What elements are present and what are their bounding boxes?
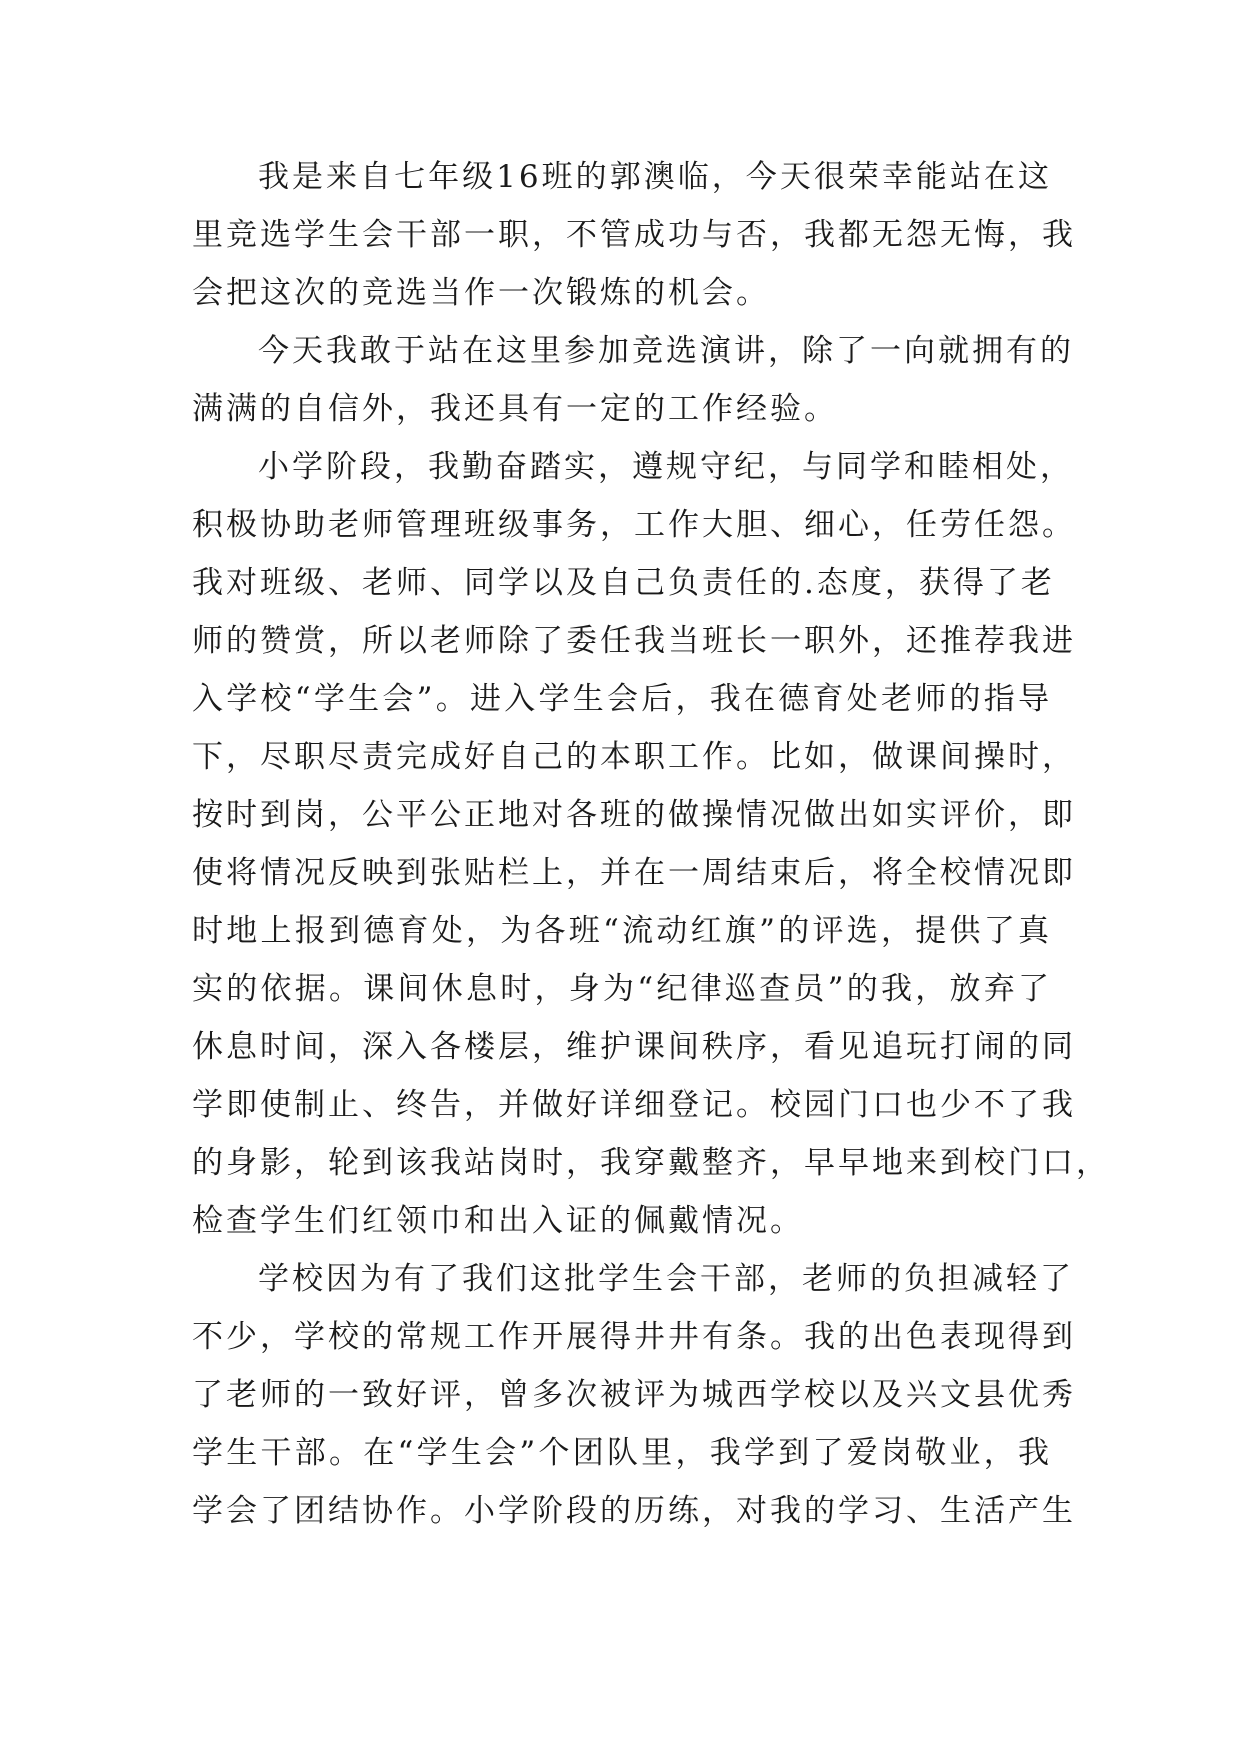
text-line: 里竞选学生会干部一职，不管成功与否，我都无怨无悔，我 [192,217,1076,253]
text-line: 今天我敢于站在这里参加竞选演讲，除了一向就拥有的 [258,333,1074,369]
text-line: 时地上报到德育处，为各班“流动红旗”的评选，提供了真 [192,913,1052,949]
text-line: 学会了团结协作。小学阶段的历练，对我的学习、生活产生 [192,1493,1076,1529]
paragraph [192,449,1110,1239]
text-line: 学生干部。在“学生会”个团队里，我学到了爱岗敬业，我 [192,1435,1052,1471]
text-line: 的身影，轮到该我站岗时，我穿戴整齐，早早地来到校门口， [192,1145,1110,1181]
paragraph [192,1261,1076,1529]
text-line: 了老师的一致好评，曾多次被评为城西学校以及兴文县优秀 [192,1377,1076,1413]
text-line: 入学校“学生会”。进入学生会后，我在德育处老师的指导 [192,681,1052,717]
text-line: 我对班级、老师、同学以及自己负责任的.态度，获得了老 [192,565,1055,601]
text-line: 实的依据。课间休息时，身为“纪律巡查员”的我，放弃了 [192,971,1052,1007]
text-line: 满满的自信外，我还具有一定的工作经验。 [192,391,838,427]
text-line: 师的赞赏，所以老师除了委任我当班长一职外，还推荐我进 [192,623,1076,659]
text-line: 使将情况反映到张贴栏上，并在一周结束后，将全校情况即 [192,855,1076,891]
text-line: 检查学生们红领巾和出入证的佩戴情况。 [192,1203,804,1239]
paragraph [192,333,1074,427]
text-line: 小学阶段，我勤奋踏实，遵规守纪，与同学和睦相处， [258,449,1074,485]
text-line: 下，尽职尽责完成好自己的本职工作。比如，做课间操时， [192,739,1076,775]
text-line: 休息时间，深入各楼层，维护课间秩序，看见追玩打闹的同 [192,1029,1076,1065]
paragraph [192,159,1076,311]
text-line: 学即使制止、终告，并做好详细登记。校园门口也少不了我 [192,1087,1076,1123]
text-line: 积极协助老师管理班级事务，工作大胆、细心，任劳任怨。 [192,507,1076,543]
text-line: 不少，学校的常规工作开展得井井有条。我的出色表现得到 [192,1319,1076,1355]
text-line: 按时到岗，公平公正地对各班的做操情况做出如实评价，即 [192,797,1076,833]
text-line: 学校因为有了我们这批学生会干部，老师的负担减轻了 [258,1261,1074,1297]
text-line: 我是来自七年级16班的郭澳临，今天很荣幸能站在这 [258,159,1052,195]
text-line: 会把这次的竞选当作一次锻炼的机会。 [192,275,770,311]
body-text [192,159,1110,1552]
